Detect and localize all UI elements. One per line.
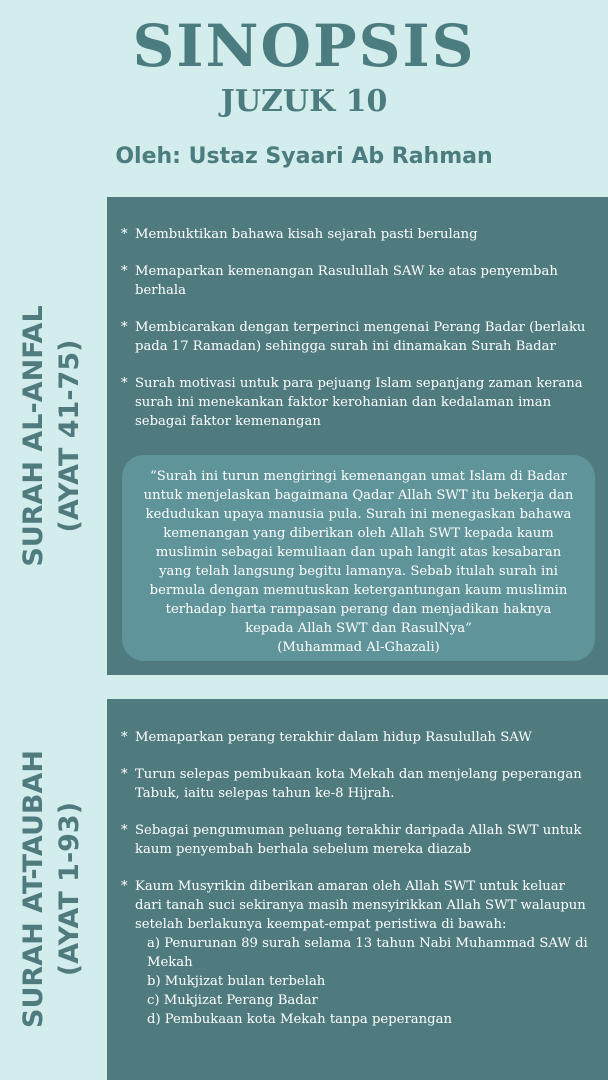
list-item: * Memaparkan kemenangan Rasulullah SAW ke atas penyembah berhala bbox=[121, 262, 594, 300]
page-subtitle: JUZUK 10 bbox=[220, 84, 388, 119]
section-label-line2: (AYAT 1-93) bbox=[54, 801, 85, 977]
section-panel-at-taubah bbox=[107, 699, 608, 1080]
section-label-al-anfal bbox=[16, 305, 88, 566]
list-item: * Membicarakan dengan terperinci mengenai Perang Badar (berlaku pada 17 Ramadan) sehingga surah ini dinamakan Surah Badar bbox=[121, 318, 594, 356]
list-item: * Surah motivasi untuk para pejuang Islam sepanjang zaman kerana surah ini menekankan faktor kerohanian dan kedalaman iman sebagai faktor kemenangan bbox=[121, 374, 594, 431]
bullet-list bbox=[121, 728, 594, 1047]
list-item: * Sebagai pengumuman peluang terakhir daripada Allah SWT untuk kaum penyembah berhala sebelum mereka diazab bbox=[121, 821, 594, 859]
list-item: * Membuktikan bahawa kisah sejarah pasti berulang bbox=[121, 225, 594, 244]
list-item-text: Kaum Musyrikin diberikan amaran oleh Allah SWT untuk keluar dari tanah suci sekiranya masih mensyirikkan Allah SWT walaupun setelah berlakunya keempat-empat peristiwa di bawah: bbox=[135, 879, 586, 932]
sub-list-item: d) Pembukaan kota Mekah tanpa peperangan bbox=[147, 1012, 452, 1027]
section-label-at-taubah bbox=[16, 750, 88, 1028]
list-item: * Memaparkan perang terakhir dalam hidup Rasulullah SAW bbox=[121, 728, 594, 747]
list-item bbox=[121, 877, 594, 1029]
author-line: Oleh: Ustaz Syaari Ab Rahman bbox=[115, 144, 493, 169]
page-title: SINOPSIS bbox=[132, 12, 476, 80]
quote-box bbox=[122, 455, 595, 661]
sub-list-item: c) Mukjizat Perang Badar bbox=[147, 993, 318, 1008]
sub-list-item: b) Mukjizat bulan terbelah bbox=[147, 974, 326, 989]
quote-text: “Surah ini turun mengiringi kemenangan umat Islam di Badar untuk menjelaskan bagaimana Qadar Allah SWT itu bekerja dan kedudukan upaya manusia pula. Surah ini menegaskan bahawa kemenangan yang diberikan oleh Allah SWT kepada kaum muslimin sebagai kemuliaan dan upah langit atas kesabaran yang telah langsung begitu lamanya. Sebab itulah surah ini bermula dengan memutuskan ketergantungan kaum muslimin terhadap harta rampasan perang dan menjadikan haknya kepada Allah SWT dan RasulNya” bbox=[143, 469, 574, 636]
sub-list-item: a) Penurunan 89 surah selama 13 tahun Nabi Muhammad SAW di Mekah bbox=[147, 936, 588, 970]
quote-author: (Muhammad Al-Ghazali) bbox=[277, 640, 440, 655]
sub-list bbox=[135, 934, 594, 1029]
bullet-list bbox=[121, 225, 594, 449]
section-panel-al-anfal bbox=[107, 197, 608, 675]
list-item: * Turun selepas pembukaan kota Mekah dan menjelang peperangan Tabuk, iaitu selepas tahun ke-8 Hijrah. bbox=[121, 765, 594, 803]
section-label-line2: (AYAT 41-75) bbox=[54, 339, 85, 533]
section-label-line1: SURAH AL-ANFAL bbox=[18, 305, 49, 567]
section-label-line1: SURAH AT-TAUBAH bbox=[18, 750, 49, 1028]
